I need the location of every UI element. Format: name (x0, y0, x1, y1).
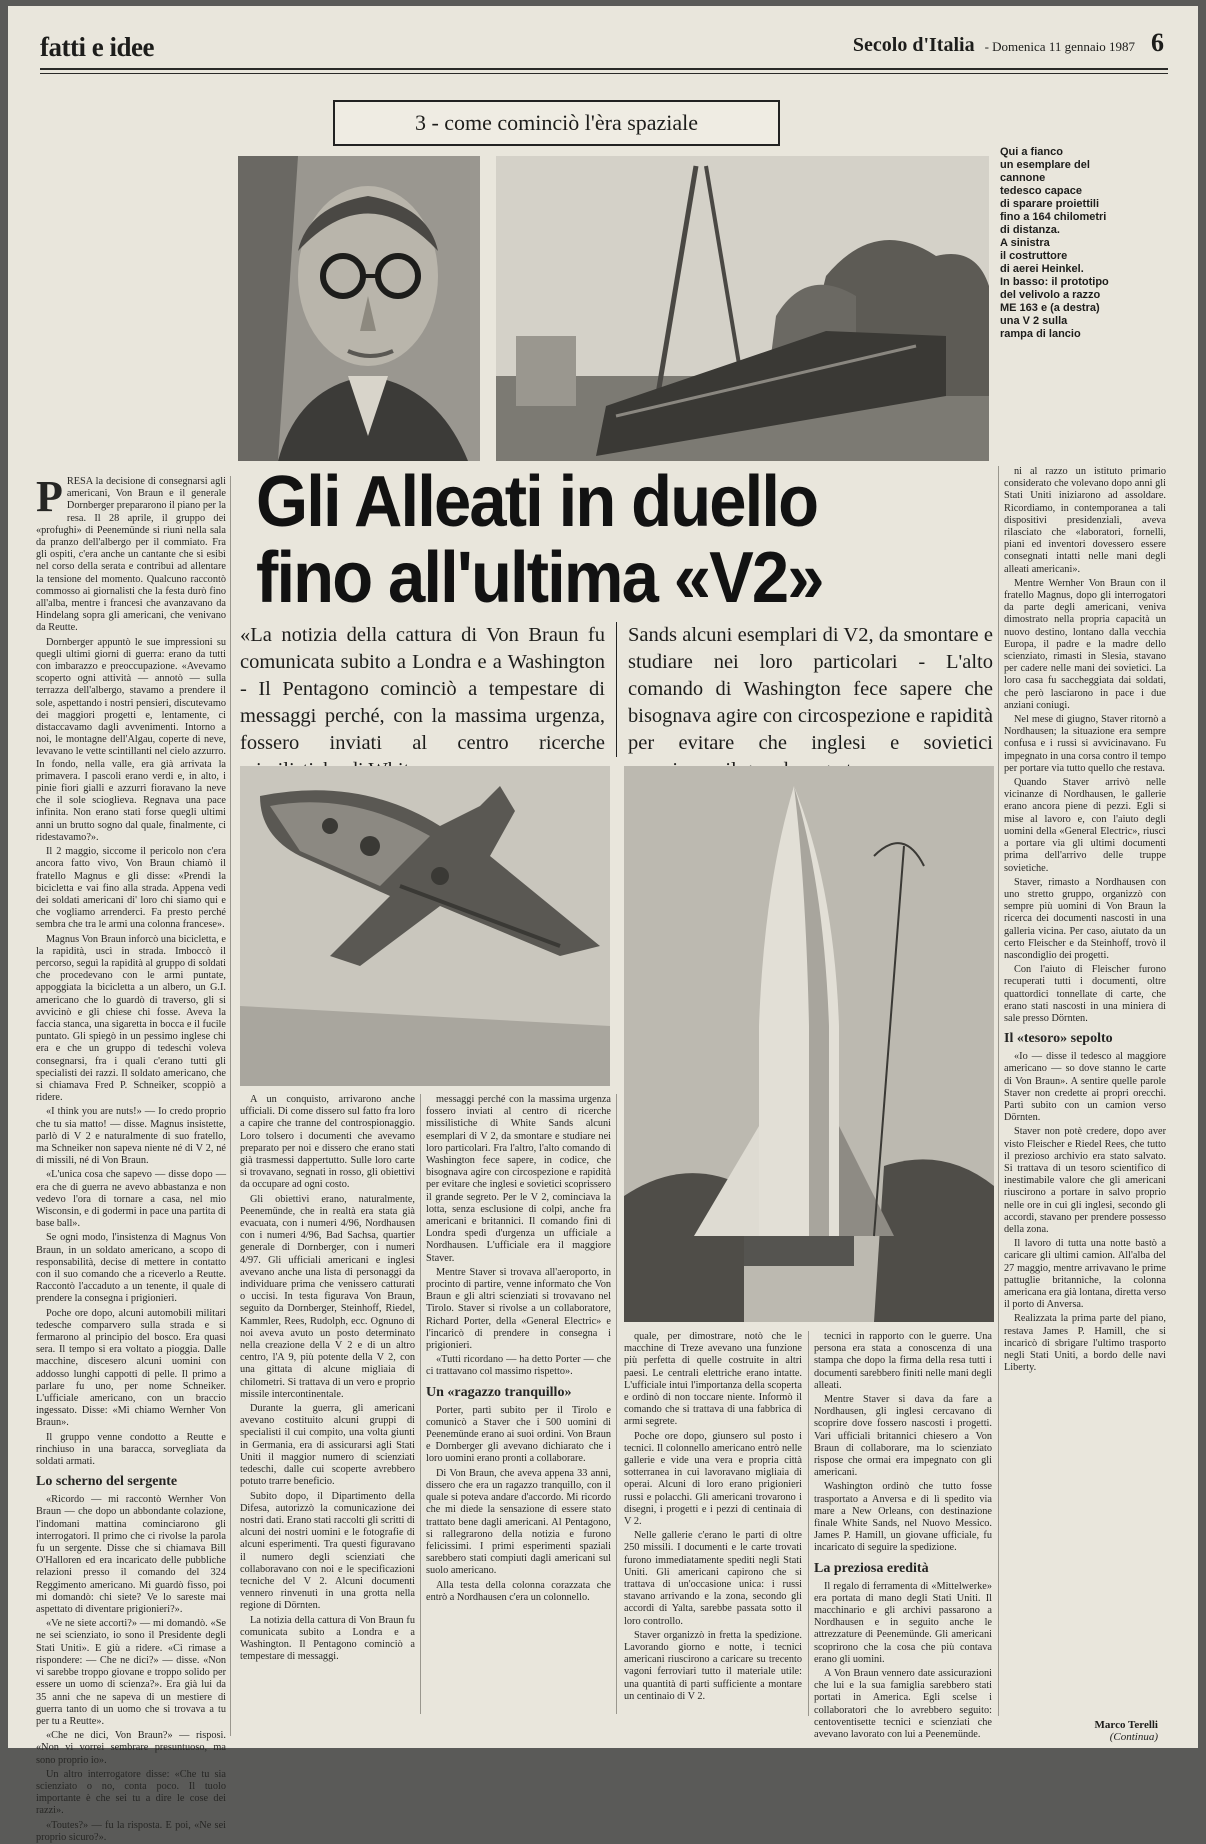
column-rule (998, 466, 999, 1716)
article-column-2 (240, 1094, 415, 1714)
cannon-image (496, 156, 989, 461)
deck-divider (616, 622, 617, 757)
paragraph: Poche ore dopo, giunsero sul posto i tecnici. Il colonnello americano entrò nelle gallerie e vide una vera e propria città sotterranea in cui lavoravano migliaia di operai. Alcuni di loro erano prigionieri russi e polacchi. Gli americani trovarono i disegni, i progetti e i pezzi di centinaia di V 2. (624, 1430, 802, 1528)
paragraph: «L'unica cosa che sapevo — disse dopo — era che di guerra ne avevo abbastanza e non vedevo l'ora di tornare a casa, nel mio Wisconsin, e di godermi in pace una partita di base ball». (36, 1169, 226, 1230)
paragraph: A un conquisto, arrivarono anche ufficiali. Di come dissero sul fatto fra loro a capire che tranne del controspionaggio. Loro tolsero i documenti che avevamo preparato per noi e dissero che erano stati già trasmessi dappertutto. Sulle loro carte si trovavano, segnati in rosso, gli obiettivi da occupare ad ogni costo. (240, 1094, 415, 1191)
subheading: La preziosa eredità (814, 1560, 929, 1576)
paragraph: «Ve ne siete accorti?» — mi domandò. «Se ne sei scienziato, io sono il Presidente degli Stati Uniti». E giù a ridere. «Ci rimase a rispondere: — Che ne dici?» — disse. «Non vi sarebbe troppo giovane e troppo solido per essere un uomo di scienza?». Era già lui da 35 anni che ne sapeva di un mestiere di guerra tanto di un uomo che si trovava a tu per tu a Reutte». (36, 1618, 226, 1727)
continued-note: (Continua) (1109, 1731, 1158, 1743)
subheading: Il «tesoro» sepolto (1004, 1031, 1113, 1047)
paragraph: «Toutes?» — fu la risposta. E poi, «Ne sei proprio sicuro?». (36, 1819, 226, 1843)
series-title: 3 - come cominciò l'èra spaziale (333, 100, 780, 146)
paragraph: tecnici in rapporto con le guerre. Una persona era stata a conoscenza di una stampa che dopo la firma della resa tutti i documenti sarebbero finiti nelle mani degli alleati. (814, 1331, 992, 1391)
paragraph: Quando Staver arrivò nelle vicinanze di Nordhausen, le gallerie erano ancora piene di pezzi. Egli si mise al lavoro e, con l'aiuto degli uomini della «General Electric», riuscì a portare via gli ultimi documenti prima dell'arrivo delle truppe sovietiche. (1004, 777, 1166, 874)
paragraph: «Io — disse il tedesco al maggiore americano — so dove stanno le carte di Von Braun». A sentire quelle parole Staver non credette ai propri orecchi. Partì subito con un camion verso Dörnten. (1004, 1051, 1166, 1124)
caption-line: di sparare proiettili (1000, 198, 1100, 210)
article-column-5 (814, 1331, 992, 1741)
paragraph-text: RESA la decisione di consegnarsi agli americani, Von Braun e il generale Dornberger prepararono il piano per la resa. Il 28 aprile, il gruppo dei «profughi» di Peenemünde si riunì nella sala da pranzo dell'albergo per il commiato. Fra gli ospiti, c'era anche un cantante che si esibì nel corso della serata e contribuì ad allentare la tensione del momento. Qualcuno raccontò commosso ai giornalisti che la festa durò fino all'alba, mentre i francesi che avanzavano da Hindelang sopra gli americani, che venivano da Reutte. (36, 476, 226, 634)
paragraph: Staver, rimasto a Nordhausen con uno stretto gruppo, organizzò con sempre più uomini di Von Braun la ricerca dei documenti nascosti in una galleria vicina. Per caso, aiutato da un certo Fleischer e da Steinhoff, trovò il nascondiglio dei progetti. (1004, 876, 1166, 961)
caption-line: un esemplare del (1000, 159, 1090, 171)
paragraph: Magnus Von Braun inforcò una bicicletta, e la rapidità, uscì in strada. Imboccò il percorso, seguì la rapidità al gruppo di soldati che procedevano con le armi puntate, appoggiata la bicicletta a un albero, un G.I. americano che lo guardò di traverso, gli si avvicinò e gli chiese chi fosse. Aveva la faccia stanca, una sigaretta in bocca e il fucile puntato. Gli spiegò in un pessimo inglese chi era e che un gruppo di tedeschi voleva consegnarsi, fra i quali c'erano tutti gli specialisti dei razzi. Il soldato americano, che si chiamava Fred P. Schneiker, scoppiò a ridere. (36, 933, 226, 1104)
caption-line: cannone (1000, 172, 1046, 184)
headline-line-1: Gli Alleati in duello (256, 462, 818, 542)
caption-line: del velivolo a razzo (1000, 289, 1101, 301)
paragraph: Se ogni modo, l'insistenza di Magnus Von Braun, in un soldato americano, a scopo di responsabilità, decise di mettere in contatto con il suo comando che a riceverlo a Reutte. Raccontò l'accaduto a un tenente, il quale di prendere la consegna i prigionieri. (36, 1232, 226, 1305)
section-title: fatti e idee (40, 32, 154, 62)
portrait-image (238, 156, 480, 461)
paragraph: Un altro interrogatore disse: «Che tu sia scienziato o no, conta poco. Il tuolo importante è che sei tu a dire le cose dei razzi». (36, 1768, 226, 1817)
paragraph: Mentre Staver si dava da fare a Nordhausen, gli inglesi cercavano di scoprire dove fossero nascosti i progetti. Vari ufficiali britannici chiesero a Von Braun di collaborare, ma lo scienziato rispose che ormai era impegnato con gli americani. (814, 1394, 992, 1479)
article-column-6 (1004, 466, 1166, 1714)
caption-line: In basso: il prototipo (1000, 276, 1109, 288)
paragraph: Con l'aiuto di Fleischer furono recuperati tutti i documenti, oltre quattordici tonnellate di carte, che erano stati nascosti in una miniera di sale presso Dörnten. (1004, 964, 1166, 1024)
subheading: Un «ragazzo tranquillo» (426, 1384, 572, 1400)
headline (256, 464, 926, 616)
paragraph: Nel mese di giugno, Staver ritornò a Nordhausen; la situazione era sempre confusa e i russi si avvicinavano. Fu impegnato in una corsa contro il tempo per portare via tutto quello che restava. (1004, 714, 1166, 774)
paper-name: Secolo d'Italia (852, 34, 975, 56)
newspaper-page (8, 6, 1198, 1843)
caption-line: tedesco capace (1000, 185, 1082, 197)
paragraph: «I think you are nuts!» — Io credo proprio che tu sia matto! — disse. Magnus insistette, parlò di V 2 e naturalmente di suo fratello, ma Schneiker non sapeva niente né di V 2, né di missili, né di Von Braun. (36, 1106, 226, 1167)
caption-line: una V 2 sulla (1000, 315, 1068, 327)
paragraph: «Tutti ricordano — ha detto Porter — che ci trattavano col massimo rispetto». (426, 1354, 611, 1378)
paragraph: quale, per dimostrare, notò che le macchine di Treze avevano una funzione più perfetta di quelle costruite in altri paesi. Le centrali elettriche erano intatte. L'ufficiale intuì l'importanza della scoperta e ordinò di non toccare niente. Informò il comando che si trattava di una fabbrica di armi segrete. (624, 1331, 802, 1428)
v2-rocket-image (624, 766, 994, 1322)
caption-line: Qui a fianco (1000, 146, 1063, 158)
rocket-plane-photo (240, 766, 610, 1086)
paragraph: Dornberger appuntò le sue impressioni su quegli ultimi giorni di guerra: erano da tutti con imbarazzo e preoccupazione. «Avevamo scoperto ogni attività — annotò — sulla terrazza dell'albergo, stavamo a prendere il sole, aspettando i nostri pensieri, discutevamo dei maggiori progetti e, lentamente, ci distaccavamo dagli avvenimenti. Intorno a noi, le montagne dell'Algau, coperte di neve, levavano le vette scintillanti nel cielo azzurro. In fondo, nella valle, era già arrivata la primavera. I pascoli erano verdi e, in alto, i pinie fiori gialli e azzurri fioravano la neve che il sole scioglieva. Regnava una pace infinita. Non erano stati forse quegli ultimi anni un brutto sogno dal quale, finalmente, ci ridestavamo?». (36, 636, 226, 843)
header-rule-thin (40, 73, 1168, 74)
paragraph: «Ricordo — mi raccontò Wernher Von Braun — che dopo un abbondante colazione, l'indomani mattina cominciarono gli interrogatori. Il primo che ci rivolse la parola fu un sergente. Disse che si chiamava Bill O'Halloren ed era incaricato delle pubbliche relazioni presso il comando del 324 Reggimento americano. Mi guardò fisso, poi mi domandò: chi siete? Ve lo sareste mai aspettato di diventare prigionieri?». (36, 1494, 226, 1616)
caption-line: il costruttore (1000, 250, 1068, 262)
paragraph: Durante la guerra, gli americani avevano costituito alcuni gruppi di specialisti il cui compito, una volta giunti in Germania, era di assicurarsi agli Stati Uniti il maggior numero di scienziati tedeschi, dalle cui scoperte avrebbero potuto trarre beneficio. (240, 1403, 415, 1488)
paragraph (36, 472, 226, 635)
paragraph: Il lavoro di tutta una notte bastò a caricare gli ultimi camion. All'alba del 27 maggio, mentre arrivavano le prime pattuglie britanniche, la colonna americana era già lontana, diretta verso il porto di Anversa. (1004, 1238, 1166, 1311)
paragraph: La notizia della cattura di Von Braun fu comunicata subito a Londra e a Washington. Il Pentagono cominciò a tempestare di messaggi. (240, 1614, 415, 1663)
column-rule (808, 1331, 809, 1716)
caption-line: A sinistra (1000, 237, 1050, 249)
paragraph: Staver organizzò in fretta la spedizione. Lavorando giorno e notte, i tecnici americani riuscirono a caricare su trecento vagoni ferroviari tutto il materiale utile: una quantità di parti sufficiente a montare un centinaio di V 2. (624, 1629, 802, 1702)
caption-line: rampa di lancio (1000, 328, 1081, 340)
photo-caption (1000, 146, 1150, 341)
author-name: Marco Terelli (1094, 1719, 1158, 1731)
paragraph: «Che ne dici, Von Braun?» — risposi. «Non vi vorrei sembrare presuntuoso, ma sono proprio io». (36, 1730, 226, 1766)
paragraph: Porter, partì subito per il Tirolo e comunicò a Staver che i 500 uomini di Peenemünde erano ai suoi ordini. Von Braun e Dornberger gli avevano dichiarato che i loro uomini erano pronti a collaborare. (426, 1404, 611, 1465)
column-rule (420, 1094, 421, 1714)
portrait-photo (238, 156, 480, 461)
paragraph: Staver non potè credere, dopo aver visto Fleischer e Riedel Rees, che tutto il prezioso archivio era stato salvato. Si trattava di un tesoro scientifico di inestimabile valore che gli americani riuscirono a portare in salvo proprio nelle ore in cui gli inglesi, secondo gli accordi, stavano per prendere possesso della zona. (1004, 1126, 1166, 1235)
article-column-3 (426, 1094, 611, 1714)
byline (1095, 1719, 1158, 1743)
paragraph: ni al razzo un istituto primario considerato che volevano dopo anni gli Stati Uniti iniziarono ad assoldare. Ricordiamo, in contemporanea a tali dispositivi presidenziali, aveva rilasciato che «laboratori, fornelli, piani ed inventori dovessero essere consegnati intatti nelle mani degli alleati americani». (1004, 466, 1166, 575)
caption-line: fino a 164 chilometri (1000, 211, 1107, 223)
paragraph: Mentre Staver si trovava all'aeroporto, in procinto di partire, venne informato che Von Braun e gli altri scienziati si trovavano nel Tirolo. Staver si rivolse a un collaboratore, Richard Porter, della «General Electric» e l'incaricò di prendere in consegna i prigionieri. (426, 1266, 611, 1352)
paragraph: Di Von Braun, che aveva appena 33 anni, dissero che era un ragazzo tranquillo, con il quale si poteva andare d'accordo. Mi ricordo che mi diede la sensazione di essere stato trattato bene dagli americani. Al Pentagono, si rallegrarono della notizia e furono felicissimi. I primi esperimenti spaziali sarebbero stati compiuti dagli americani sul suolo americano. (426, 1467, 611, 1577)
paragraph: Subito dopo, il Dipartimento della Difesa, autorizzò la comunicazione dei nostri dati. Erano stati raccolti gli scritti di alcuni dei nostri uomini e le fotografie di alcuni esperimenti. Tra questi figuravano il numero degli scienziati che collaboravano con noi e le specificazioni tecniche del V 2. Alcuni documenti vennero rinvenuti in una grotta nella regione di Dörnten. (240, 1490, 415, 1612)
caption-line: di aerei Heinkel. (1000, 263, 1084, 275)
paragraph: messaggi perché con la massima urgenza fossero inviati al centro di ricerche missilistiche di White Sands alcuni esemplari di V 2, da smontare e studiare nei loro particolari. Fra l'altro, l'alto comando di Washington fece sapere, in codice, che bisognava agire con circospezione e rapidità per evitare che inglesi e sovietici scoprissero il grande segreto. Per le V 2, cominciava la lotta, senza esclusione di colpi, anche fra americani e britannici. Il comando finì di Londra spedì d'urgenza un ufficiale a Nordhausen. L'ufficiale era il maggiore Staver. (426, 1094, 611, 1264)
paragraph: Poche ore dopo, alcuni automobili militari tedesche comparvero sulla strada e si fermarono al principio del bosco. Era quasi sera. Il tempo si era voltato a pioggia. Dalle macchine, discesero alcuni uomini con addosso lunghi cappotti di pelle. Il primo a parlare fu uno, per nome Schneiker. L'ufficiale americano, con un braccio ingessato. Disse: «Mi chiamo Wernher Von Braun». (36, 1307, 226, 1429)
deck-right: Sands alcuni esemplari di V2, da smontare e studiare nei loro particolari - L'alto comando di Washington fece sapere che bisognava agire con circospezione e rapidità per evitare che inglesi e sovietici (628, 624, 993, 754)
cannon-photo (496, 156, 989, 461)
v2-rocket-photo (624, 766, 994, 1322)
issue-date: - Domenica 11 gennaio 1987 (984, 39, 1135, 54)
subheading: Lo scherno del sergente (36, 1474, 178, 1490)
paragraph: A Von Braun vennero date assicurazioni che lui e la sua famiglia sarebbero stati portati in America. Egli scelse i collaboratori che lo avrebbero seguito: centoventisette tecnici e scienziati che avevano lavorato con lui a Peenemünde. (814, 1668, 992, 1741)
paragraph: Il gruppo venne condotto a Reutte e rinchiuso in una baracca, sorvegliata da soldati armati. (36, 1431, 226, 1468)
caption-line: di distanza. (1000, 224, 1060, 236)
column-rule (230, 476, 231, 1736)
paragraph: Alla testa della colonna corazzata che entrò a Nordhausen c'era un colonnello. (426, 1579, 611, 1603)
caption-line: ME 163 e (a destra) (1000, 302, 1100, 314)
page-number: 6 (1151, 28, 1164, 57)
paragraph: Gli obiettivi erano, naturalmente, Peenemünde, che in realtà era stata già evacuata, con i numeri 4/96, Nordhausen con i numeri 4/96, Bad Sachsa, quartier generale di Dornberger, con i numeri 4/97. Gli ufficiali americani e inglesi avevano anche una lista di personaggi da individuare prima che venissero catturati o uccisi. In testa figurava Von Braun, seguito da Dornberger, Steinhoff, Riedel, Kammler, Rees, Rudolph, ecc. Ognuno di noi aveva avuto un posto determinato nella creazione della V 2 e di un altro centro, l'A 9, più potente della V 2, con una gittata di alcune migliaia di chilometri. Si trattava di un vero e proprio missile intercontinentale. (240, 1193, 415, 1400)
deck-left: «La notizia della cattura di Von Braun fu comunicata subito a Londra e a Washington - Il Pentagono cominciò a tempestare di messaggi perché, con la massima urgenza, fossero inviati al centro ricerche (240, 624, 605, 754)
article-column-1 (36, 472, 226, 1843)
masthead (853, 28, 1164, 58)
paragraph: Il regalo di ferramenta di «Mittelwerke» era portata di mano degli Stati Uniti. Il macchinario e gli archivi passarono a Nordhausen e in seguito anche le attrezzature di Peenemünde. Gli americani scoprirono che la cosa che più contava erano gli uomini. (814, 1580, 992, 1665)
paragraph: Realizzata la prima parte del piano, restava James P. Hamill, che si incaricò di sbrigare l'ultimo trasporto negli Stati Uniti, a bordo delle navi Liberty. (1004, 1313, 1166, 1374)
headline-line-2: fino all'ultima «V2» (256, 538, 823, 618)
column-rule (616, 1094, 617, 1714)
paragraph: Washington ordinò che tutto fosse trasportato a Anversa e di lì spedito via mare a New Orleans, con destinazione finale White Sands, nel Nuovo Messico. James P. Hamill, un giovane ufficiale, fu incaricato di seguire la spedizione. (814, 1481, 992, 1554)
paragraph: Mentre Wernher Von Braun con il fratello Magnus, dopo gli interrogatori da parte degli americani, veniva dimostrato nella propria capacità un nuovo destino, lontano dalla vecchia Europa, il padre e la madre dello scienziato, rimasti in Slesia, stavano per cadere nelle mani dei sovietici. La loro casa fu saccheggiata dai soldati, che però lasciarono in pace i due anziani coniugi. (1004, 577, 1166, 711)
header-rule (40, 68, 1168, 70)
paragraph: Nelle gallerie c'erano le parti di oltre 250 missili. I documenti e le carte trovati furono immediatamente spediti negli Stati Uniti. Gli americani capirono che si trattava di un'occasione unica: i russi stavano arrivando e la zona, secondo gli accordi di Yalta, sarebbe passata sotto il loro controllo. (624, 1530, 802, 1627)
article-column-4 (624, 1331, 802, 1716)
paragraph: Il 2 maggio, siccome il pericolo non c'era ancora fatto vivo, Von Braun chiamò il fratello Magnus e gli disse: «Prendi la bicicletta e vai fino alla strada. Appena vedi dei soldati americani di' loro chi siamo qui e che vogliamo arrenderci. Fa presto perché sembra che tra le armi una colonna francese». (36, 846, 226, 931)
rocket-plane-image (240, 766, 610, 1086)
drop-cap: P (36, 472, 63, 521)
